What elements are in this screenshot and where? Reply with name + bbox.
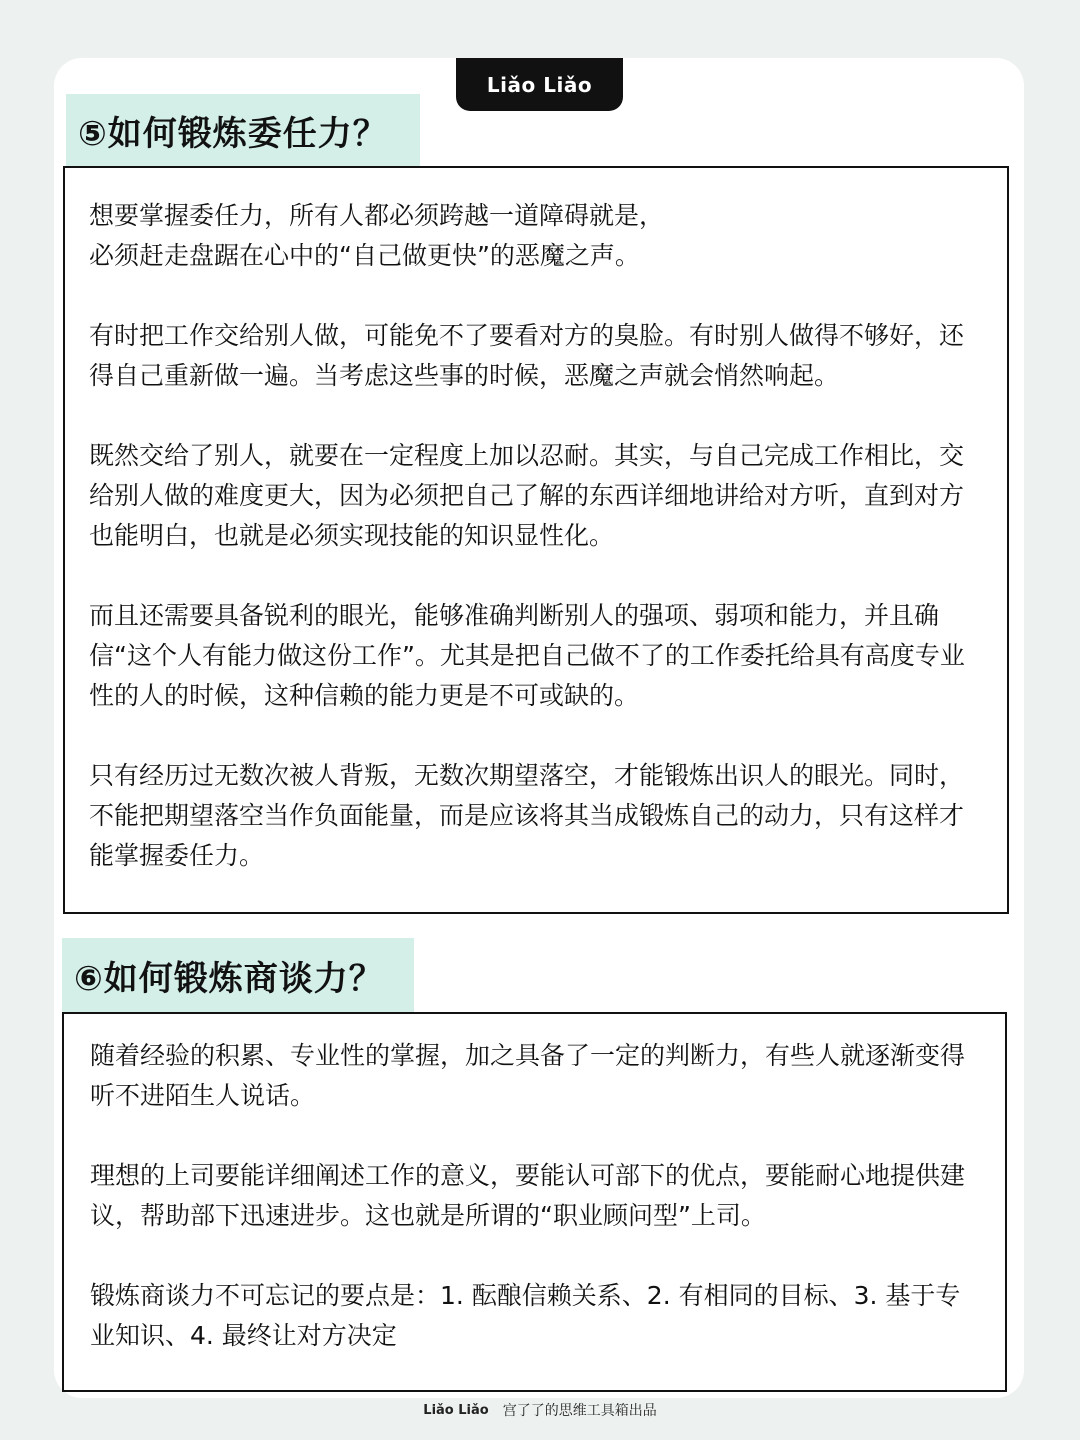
- paragraph: 有时把工作交给别人做，可能免不了要看对方的臭脸。有时别人做得不够好，还得自己重新做一遍。当考虑这些事的时候，恶魔之声就会悄然响起。: [89, 321, 965, 390]
- brand-logo-text: Liǎo Liǎo: [486, 72, 593, 97]
- footer-logo: Liǎo Liǎo: [423, 1402, 489, 1418]
- paragraph: 只有经历过无数次被人背叛，无数次期望落空，才能锻炼出识人的眼光。同时，不能把期望落空当作负面能量，而是应该将其当成锻炼自己的动力，只有这样才能掌握委任力。: [89, 761, 965, 870]
- section-title-consulting: ⑥如何锻炼商谈力？: [62, 938, 414, 1012]
- paragraph: 而且还需要具备锐利的眼光，能够准确判断别人的强项、弱项和能力，并且确信“这个人有能力做这份工作”。尤其是把自己做不了的工作委托给具有高度专业性的人的时候，这种信赖的能力更是不可或缺的。: [89, 601, 965, 710]
- section-box-delegation: [63, 166, 1009, 914]
- paragraph: 既然交给了别人，就要在一定程度上加以忍耐。其实，与自己完成工作相比，交给别人做的难度更大，因为必须把自己了解的东西详细地讲给对方听，直到对方也能明白，也就是必须实现技能的知识显性化。: [89, 441, 965, 550]
- section-box-consulting: [62, 1012, 1007, 1392]
- paragraph: 锻炼商谈力不可忘记的要点是：1. 酝酿信赖关系、2. 有相同的目标、3. 基于专业知识、4. 最终让对方决定: [90, 1281, 961, 1350]
- footer-tagline: 宫了了的思维工具箱出品: [502, 1403, 657, 1419]
- paragraph: 随着经验的积累、专业性的掌握，加之具备了一定的判断力，有些人就逐渐变得听不进陌生人说话。: [90, 1041, 966, 1110]
- paragraph: 想要掌握委任力，所有人都必须跨越一道障碍就是， 必须赶走盘踞在心中的“自己做更快”的恶魔之声。: [89, 201, 665, 270]
- brand-logo: [456, 58, 623, 111]
- section-title-delegation: ⑤如何锻炼委任力？: [66, 94, 420, 166]
- paragraph: 理想的上司要能详细阐述工作的意义，要能认可部下的优点，要能耐心地提供建议，帮助部下迅速进步。这也就是所谓的“职业顾问型”上司。: [90, 1161, 966, 1230]
- footer: [0, 1398, 1080, 1422]
